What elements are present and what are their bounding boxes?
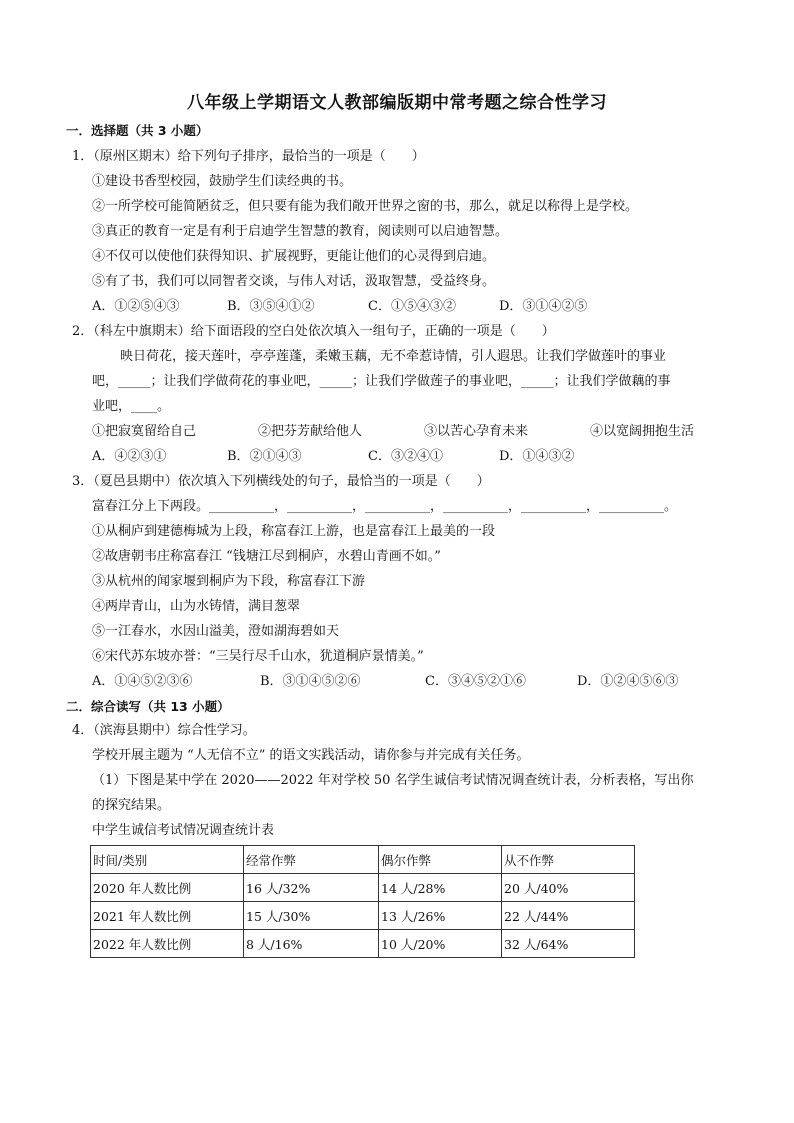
q1-option-d: D．③①④②⑤: [499, 299, 588, 314]
q3-item: ③从杭州的闻家堰到桐庐为下段，称富春江下游: [92, 574, 366, 589]
q4-task1-line: 的探究结果。: [92, 798, 171, 813]
q3-option-c: C．③④⑤②①⑥: [425, 674, 526, 689]
table-cell: 32 人/64%: [502, 930, 635, 958]
q1-item: ④不仅可以使他们获得知识、扩展视野，更能让他们的心灵得到启迪。: [92, 249, 496, 264]
q1-stem: 1．（原州区期末）给下列句子排序，最恰当的一项是（ ）: [72, 149, 425, 164]
page-title: 八年级上学期语文人教部编版期中常考题之综合性学习: [187, 93, 607, 113]
section-heading-choice: 一．选择题（共 3 小题）: [66, 123, 209, 138]
q3-item: ⑥宋代苏东坡亦誉：“三吴行尽千山水，犹道桐庐景情美。”: [92, 649, 424, 664]
q1-item: ⑤有了书，我们可以同智者交谈，与伟人对话，汲取智慧，受益终身。: [92, 274, 496, 289]
q1-item: ②一所学校可能简陋贫乏，但只要有能为我们敞开世界之窗的书，那么，就足以称得上是学校。: [92, 199, 639, 214]
table-cell: 10 人/20%: [379, 930, 502, 958]
table-cell: 2022 年人数比例: [91, 930, 244, 958]
q1-option-b: B．③⑤④①②: [227, 299, 315, 314]
q2-option-c: C．③②④①: [368, 449, 443, 464]
q1-option-a: A．①②⑤④③: [92, 299, 180, 314]
q1-item: ③真正的教育一定是有利于启迪学生智慧的教育，阅读则可以启迪智慧。: [92, 224, 509, 239]
q2-option-a: A．④②③①: [92, 449, 167, 464]
q2-fill: ②把芬芳献给他人: [258, 424, 363, 439]
section-heading-reading-writing: 二．综合读写（共 13 小题）: [66, 699, 230, 714]
q1-option-c: C．①⑤④③②: [368, 299, 456, 314]
table-cell: 22 人/44%: [502, 902, 635, 930]
table-cell: 8 人/16%: [244, 930, 379, 958]
q2-fill-options: [92, 423, 694, 441]
table-header-cell: 时间/类别: [91, 846, 244, 874]
q3-item: ②故唐朝韦庄称富春江 “钱塘江尽到桐庐，水碧山青画不如。”: [92, 549, 441, 564]
table-header-row: [91, 846, 635, 874]
q2-paragraph-line: 映日荷花，接天莲叶，亭亭莲蓬，柔嫩玉藕，无不牵惹诗情，引人遐思。让我们学做莲叶的事业: [120, 349, 667, 364]
q3-option-d: D．①②④⑤⑥③: [577, 674, 679, 689]
q3-option-b: B．③①④⑤②⑥: [260, 674, 361, 689]
q3-options: [92, 673, 678, 691]
table-cell: 13 人/26%: [379, 902, 502, 930]
q2-fill: ④以宽阔拥抱生活: [590, 424, 695, 439]
table-caption: 中学生诚信考试情况调查统计表: [92, 823, 275, 838]
q2-fill: ①把寂寞留给自己: [92, 424, 197, 439]
table-cell: 14 人/28%: [379, 874, 502, 902]
q4-stem: 4．（滨海县期中）综合性学习。: [72, 723, 256, 738]
q3-item: ⑤一江春水，水因山溢美，澄如湖海碧如天: [92, 624, 340, 639]
survey-table: [90, 845, 635, 958]
q1-item: ①建设书香型校园，鼓励学生们读经典的书。: [92, 174, 353, 189]
q4-intro: 学校开展主题为 “人无信不立” 的语文实践活动，请你参与并完成有关任务。: [92, 748, 530, 763]
q2-options: [92, 448, 574, 466]
table-row: [91, 930, 635, 958]
q2-option-b: B．②①④③: [227, 449, 302, 464]
table-header-cell: 从不作弊: [502, 846, 635, 874]
q3-stem: 3．（夏邑县期中）依次填入下列横线处的句子，最恰当的一项是（ ）: [72, 474, 490, 489]
q2-paragraph-line: 业吧，____。: [92, 399, 171, 414]
table-row: [91, 874, 635, 902]
q2-option-d: D．①④③②: [499, 449, 575, 464]
q3-lead: 富春江分上下两段。__________，__________，__________，__________，__________，__________。: [92, 499, 678, 514]
table-cell: 16 人/32%: [244, 874, 379, 902]
table-cell: 2020 年人数比例: [91, 874, 244, 902]
q2-stem: 2．（科左中旗期末）给下面语段的空白处依次填入一组句子，正确的一项是（ ）: [72, 324, 555, 339]
q2-paragraph-line: 吧，_____；让我们学做荷花的事业吧，_____；让我们学做莲子的事业吧，_____；让我们学做藕的事: [92, 374, 671, 389]
table-cell: 2021 年人数比例: [91, 902, 244, 930]
table-cell: 20 人/40%: [502, 874, 635, 902]
table-row: [91, 902, 635, 930]
q3-item: ④两岸青山，山为水铸情，满目葱翠: [92, 599, 301, 614]
q1-options: [92, 298, 587, 316]
q2-fill: ③以苦心孕育未来: [424, 424, 529, 439]
q3-option-a: A．①④⑤②③⑥: [92, 674, 193, 689]
q4-task1-line: （1）下图是某中学在 2020——2022 年对学校 50 名学生诚信考试情况调查统计表，分析表格，写出你: [92, 773, 694, 788]
q3-item: ①从桐庐到建德梅城为上段，称富春江上游，也是富春江上最美的一段: [92, 524, 496, 539]
table-cell: 15 人/30%: [244, 902, 379, 930]
table-header-cell: 偶尔作弊: [379, 846, 502, 874]
table-header-cell: 经常作弊: [244, 846, 379, 874]
